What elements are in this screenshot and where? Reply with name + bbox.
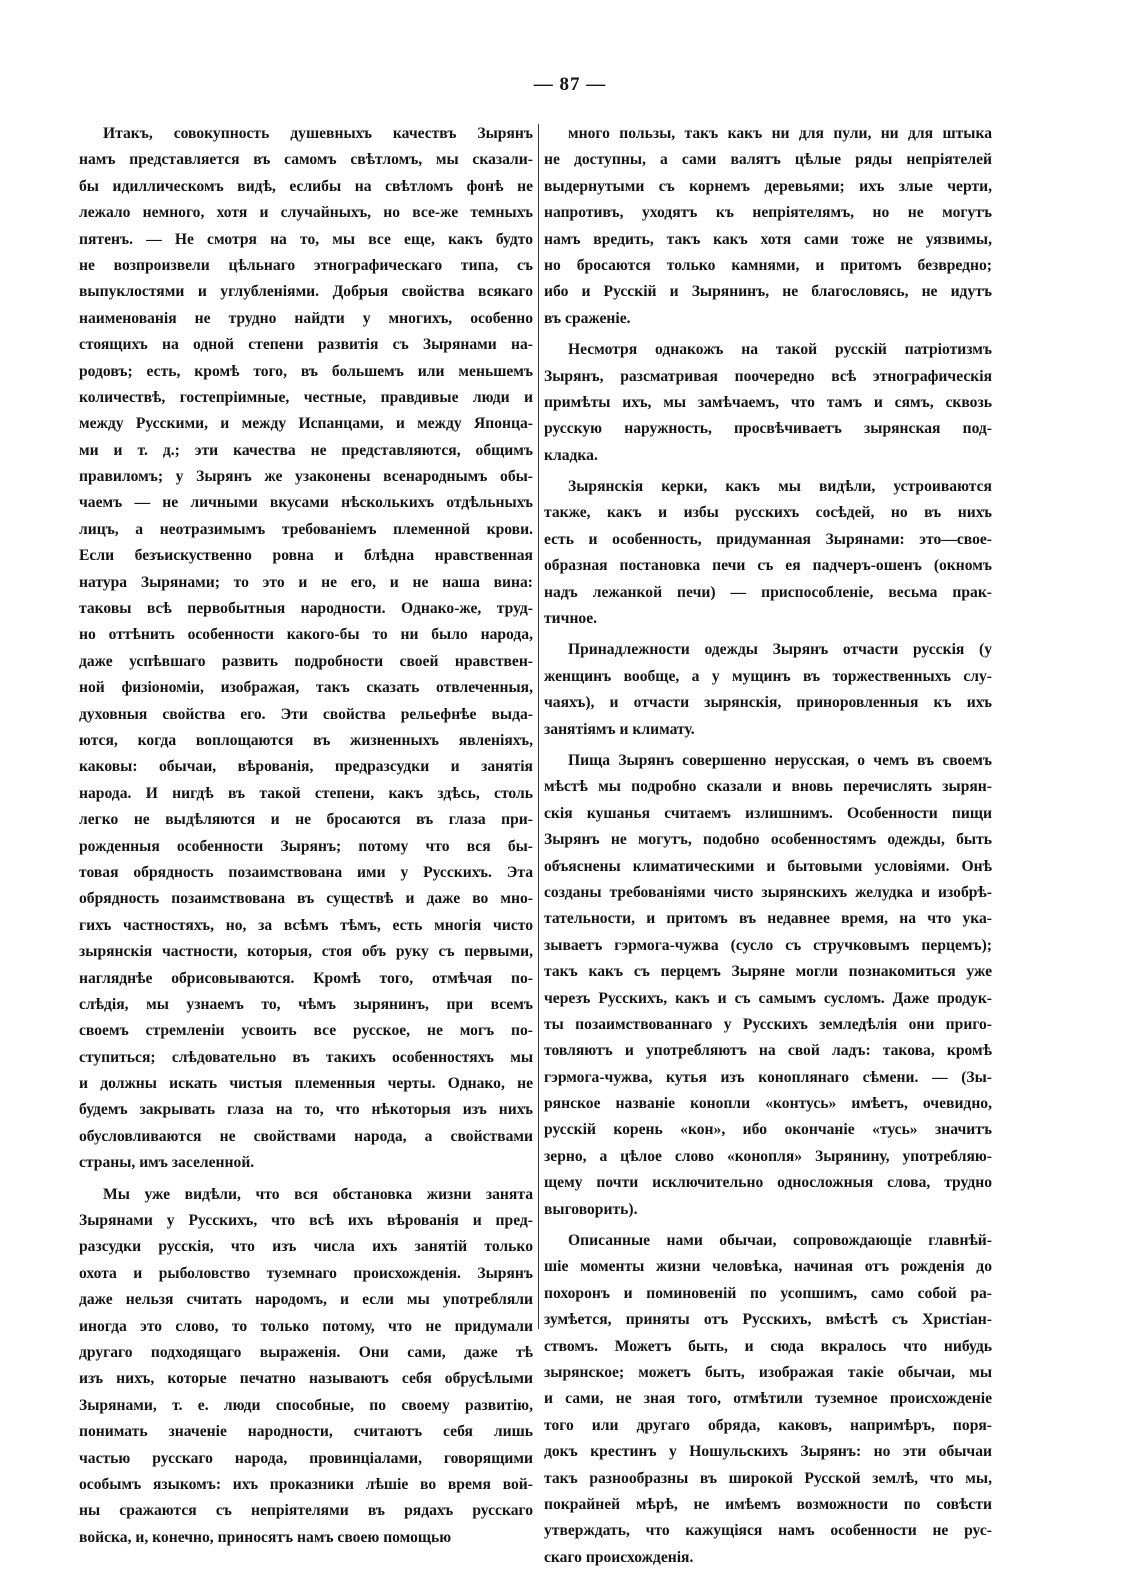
text-line: легко не выдѣляются и не бросаются въ глаза при-: [79, 811, 533, 829]
text-line: особымъ языкомъ: ихъ проказники лѣшіе во время вой-: [79, 1475, 533, 1493]
text-line: гихъ частностяхъ, но, за всѣмъ тѣмъ, есть многія чисто: [79, 916, 533, 934]
text-line: изъ нихъ, которые печатно называютъ себя обрусѣлыми: [79, 1370, 533, 1388]
text-line: Принадлежности одежды Зырянъ отчасти русскія (у: [568, 641, 992, 659]
text-line: ются, когда воплощаются въ жизненныхъ явленіяхъ,: [79, 731, 533, 749]
text-line: бы идиллическомъ видѣ, еслибы на свѣтломъ фонѣ не: [79, 177, 533, 195]
text-line: надъ лежанкой печи) — приспособленіе, весьма прак-: [544, 583, 992, 601]
text-line: слѣдія, мы узнаемъ то, чѣмъ зырянинъ, при всемъ: [79, 995, 533, 1013]
text-line: родовъ; есть, кромѣ того, въ большемъ или меньшемъ: [79, 362, 533, 380]
text-line: зырянскія частности, которыя, стоя объ руку съ первыми,: [79, 943, 533, 961]
text-line: Описанные нами обычаи, сопровождающіе главнѣй-: [568, 1232, 992, 1250]
text-line: и должны искать чистыя племенныя черты. Однако, не: [79, 1075, 533, 1093]
text-line: стоящихъ на одной степени развитія съ Зырянами на-: [79, 336, 533, 354]
text-line: наименованія не трудно найдти у многихъ, особенно: [79, 309, 533, 327]
text-line: ствомъ. Можетъ быть, и сюда вкралось что нибудь: [544, 1337, 992, 1355]
right-column: [544, 121, 992, 1571]
text-line: будемъ закрывать глаза на то, что нѣкоторыя изъ нихъ: [79, 1101, 533, 1119]
text-line: зываетъ гэрмога-чужва (сусло съ стручковымъ перцемъ);: [544, 936, 992, 954]
text-line: своемъ стремленіи усвоить все русское, не могъ по-: [79, 1022, 533, 1040]
paragraph: [79, 1182, 533, 1551]
paragraph: [544, 1228, 992, 1571]
text-line: скія кушанья считаемъ излишнимъ. Особенности пищи: [544, 804, 992, 822]
text-line: намъ вредить, такъ какъ хотя сами тоже не уязвимы,: [544, 230, 992, 248]
text-line: каковы: обычаи, вѣрованія, предразсудки и занятія: [79, 758, 533, 776]
text-line: ибо и Русскій и Зырянинъ, не благословясь, не идутъ: [544, 283, 992, 301]
text-line: страны, имъ заселенной.: [79, 1154, 255, 1172]
text-line: не возпроизвели цѣльнаго этнографическаго типа, съ: [79, 256, 533, 274]
paragraph: [544, 337, 992, 469]
text-line: напротивъ, уходятъ къ непріятелямъ, но не могутъ: [544, 204, 992, 222]
text-line: много пользы, такъ какъ ни для пули, ни для штыка: [568, 125, 992, 142]
text-line: обусловливаются не свойствами народа, а свойствами: [79, 1127, 533, 1145]
text-line: шіе моменты жизни человѣка, начиная отъ рожденія до: [544, 1258, 992, 1276]
text-line: похоронъ и поминовеній по усопшимъ, само собой ра-: [544, 1284, 992, 1302]
text-line: и сами, не зная того, отмѣтили туземное происхожденіе: [544, 1390, 992, 1408]
text-line: между Русскими, и между Испанцами, и между Японца-: [79, 415, 533, 433]
text-line: образная постановка печи съ ея падчеръ-ошенъ (окномъ: [544, 557, 992, 575]
text-line: русскій корень «кон», ибо окончаніе «тусь» значитъ: [544, 1121, 992, 1139]
text-line: частью русскаго народа, провинціалами, говорящими: [79, 1449, 533, 1467]
text-line: Зырянами у Русскихъ, что всѣ ихъ вѣрованія и пред-: [79, 1212, 533, 1230]
column-divider: [538, 124, 539, 1329]
text-line: пятенъ. — Не смотря на то, мы все еще, какъ будто: [79, 230, 533, 248]
text-line: тичное.: [544, 610, 598, 628]
text-line: ной физіономіи, изображая, такъ сказать отвлеченныя,: [79, 679, 533, 697]
text-line: лицъ, а неотразимымъ требованіемъ племенной крови.: [79, 520, 533, 538]
text-line: также, какъ и избы русскихъ сосѣдей, но въ нихъ: [544, 504, 992, 522]
paragraph: [544, 748, 992, 1223]
text-line: разсудки русскія, что изъ числа ихъ занятій только: [79, 1238, 533, 1256]
text-line: Зырянами, т. е. люди способные, по своему развитію,: [79, 1396, 533, 1414]
text-line: ми и т. д.; эти качества не представляются, общимъ: [79, 441, 533, 459]
text-line: чаяхъ), и отчасти зырянскія, приноровленныя къ ихъ: [544, 694, 992, 712]
text-line: щему почти исключительно односложныя слова, трудно: [544, 1174, 992, 1192]
text-line: созданы требованіями чисто зырянскихъ желудка и изобрѣ-: [544, 883, 992, 901]
text-line: женщинъ вообще, а у мущинъ въ торжественныхъ слу-: [544, 667, 992, 685]
text-line: выдернутыми съ корнемъ деревьями; ихъ злые черти,: [544, 177, 992, 195]
text-line: натура Зырянами; то это и не его, и не наша вина:: [79, 573, 533, 591]
text-line: нагляднѣе обрисовываются. Кромѣ того, отмѣчая по-: [79, 969, 533, 987]
text-line: Зырянъ не могутъ, подобно особенностямъ одежды, быть: [544, 831, 992, 849]
text-line: русскую наружность, просвѣчиваетъ зырянская под-: [544, 420, 992, 438]
text-line: Если безъискуственно ровна и блѣдна нравственная: [79, 547, 533, 565]
paragraph: [544, 637, 992, 743]
text-line: того или другаго обряда, каковъ, напримѣръ, поря-: [544, 1416, 992, 1434]
text-line: лежало немного, хотя и случайныхъ, но все-же темныхъ: [79, 204, 533, 222]
text-line: правиломъ; у Зырянъ же узаконены всенароднымъ обы-: [79, 468, 533, 486]
text-line: Несмотря однакожъ на такой русскій патріотизмъ: [568, 341, 992, 359]
text-line: выпуклостями и углубленіями. Добрыя свойства всякаго: [79, 283, 533, 301]
text-line: утверждать, что кажущіяся намъ особенности не рус-: [544, 1522, 992, 1540]
text-line: войска, и, конечно, приносятъ намъ своею помощью: [79, 1528, 452, 1546]
text-line: рожденныя особенности Зырянъ; потому что вся бы-: [79, 837, 533, 855]
text-line: но оттѣнить особенности какого-бы то ни было народа,: [79, 626, 533, 644]
text-line: зырянское; можетъ быть, изображая такіе обычаи, мы: [544, 1363, 992, 1381]
text-line: кладка.: [544, 446, 598, 464]
text-line: докъ крестинъ у Ношульскихъ Зырянъ: но эти обычаи: [544, 1443, 992, 1461]
text-line: таковы всѣ первобытныя народности. Однако-же, труд-: [79, 600, 533, 618]
text-line: гэрмога-чужва, кутья изъ коноплянаго сѣмени. — (Зы-: [544, 1068, 992, 1086]
text-line: занятіямъ и климату.: [544, 720, 695, 738]
text-line: такъ какъ съ перцемъ Зыряне могли познакомиться уже: [544, 963, 992, 981]
text-line: намъ представляется въ самомъ свѣтломъ, мы сказали-: [79, 151, 533, 169]
paragraph: [544, 474, 992, 632]
text-line: обрядность позаимствована въ существѣ и даже во мно-: [79, 890, 533, 908]
text-line: иногда это слово, то только потому, что не придумали: [79, 1317, 533, 1335]
text-line: количествѣ, гостепріимные, честные, правдивые люди и: [79, 388, 533, 406]
text-line: черезъ Русскихъ, какъ и съ самымъ сусломъ. Даже продук-: [544, 989, 992, 1007]
text-line: Итакъ, совокупность душевныхъ качествъ Зырянъ: [103, 125, 533, 142]
page-number: — 87 —: [533, 74, 607, 95]
text-line: примѣты ихъ, мы замѣчаемъ, что тамъ и сямъ, сквозь: [544, 393, 992, 411]
text-line: ступиться; слѣдовательно въ такихъ особенностяхъ мы: [79, 1048, 533, 1066]
text-line: скаго происхожденія.: [544, 1548, 694, 1566]
text-line: зерно, а цѣлое слово «конопля» Зырянину, употребляю-: [544, 1147, 992, 1165]
paragraph: [79, 121, 533, 1177]
text-line: въ сраженіе.: [544, 309, 631, 327]
text-line: тательности, и притомъ въ недавнее время, на что ука-: [544, 910, 992, 928]
text-line: не доступны, а сами валятъ цѣлые ряды непріятелей: [544, 151, 992, 169]
text-line: но бросаются только камнями, и притомъ безвредно;: [544, 256, 992, 274]
left-column: [79, 121, 533, 1551]
text-line: объяснены климатическими и бытовыми условіями. Онѣ: [544, 857, 992, 875]
text-line: выговорить).: [544, 1200, 638, 1218]
text-line: ны сражаются съ непріятелями въ рядахъ русскаго: [79, 1502, 533, 1520]
text-line: ты позаимствованнаго у Русскихъ земледѣлія они приго-: [544, 1015, 992, 1033]
text-line: товляютъ и употребляютъ на свой ладъ: такова, кромѣ: [544, 1042, 992, 1060]
text-line: мѣстѣ мы подробно сказали и вновь перечислять зырян-: [544, 778, 992, 796]
text-line: товая обрядность позаимствована ими у Русскихъ. Эта: [79, 863, 533, 881]
text-line: покрайней мѣрѣ, не имѣемъ возможности по совѣсти: [544, 1495, 992, 1513]
text-line: есть и особенность, придуманная Зырянами: это—своe-: [544, 530, 992, 548]
text-line: понимать значеніе народности, считаютъ себя лишь: [79, 1423, 533, 1441]
text-line: другаго подходящаго выраженія. Они сами, даже тѣ: [79, 1343, 533, 1361]
text-line: Зырянъ, разсматривая поочередно всѣ этнографическія: [544, 367, 992, 385]
text-line: чаемъ — не личными вкусами нѣсколькихъ отдѣльныхъ: [79, 494, 533, 512]
text-line: зумѣется, приняты отъ Русскихъ, вмѣстѣ съ Христіан-: [544, 1311, 992, 1329]
text-line: рянское названіе конопли «контусь» имѣетъ, очевидно,: [544, 1095, 992, 1113]
text-line: охота и рыболовство туземнаго происхожденія. Зырянъ: [79, 1264, 533, 1282]
text-line: Мы уже видѣли, что вся обстановка жизни занята: [103, 1185, 533, 1203]
text-line: такъ разнообразны въ широкой Русской землѣ, что мы,: [544, 1469, 992, 1487]
text-line: Зырянскія керки, какъ мы видѣли, устроиваются: [568, 478, 992, 496]
text-line: даже нельзя считать народомъ, и если мы употребляли: [79, 1291, 533, 1309]
text-line: Пища Зырянъ совершенно нерусская, о чемъ въ своемъ: [568, 751, 992, 769]
text-line: духовныя свойства его. Эти свойства рельефнѣе выда-: [79, 705, 533, 723]
text-line: даже успѣвшаго развить подробности своей нравствен-: [79, 652, 533, 670]
paragraph: [544, 121, 992, 332]
text-line: народа. И нигдѣ въ такой степени, какъ здѣсь, столь: [79, 784, 533, 802]
